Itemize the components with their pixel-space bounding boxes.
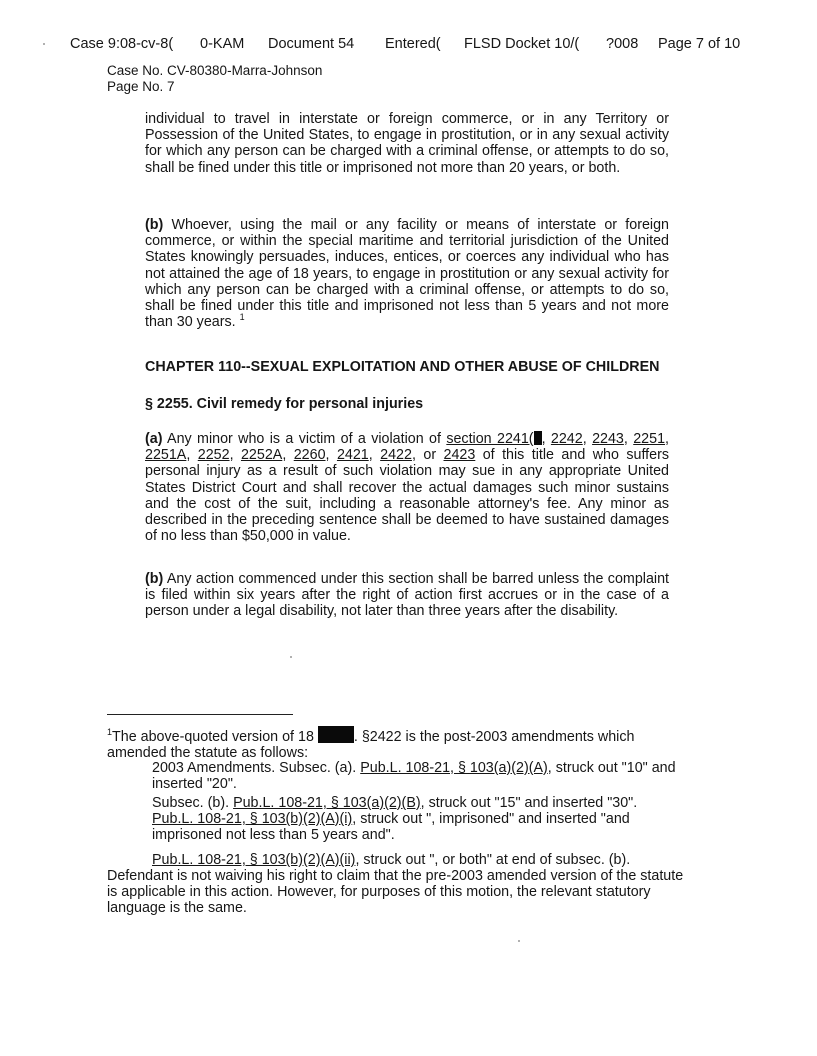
- link-2242[interactable]: 2242: [550, 431, 583, 447]
- footnote-intro: [107, 726, 682, 761]
- header-year: ?008: [606, 36, 639, 52]
- header-document: Document 54: [268, 36, 355, 52]
- paragraph-b-text: Whoever, using the mail or any facility or means of interstate or foreign commerce, or within the special maritime and territorial jurisdiction of the United States knowingly persuades, induces, entices, or coerces any individual who has not attained the age of 18 years, to engage in prostitution or any sexual activity for which any person can be charged with a criminal offense, or attempts to do so, shall be fined under this title and imprisoned not less than 5 years and not more than 30 years.: [145, 217, 669, 331]
- header-page: Page 7 of 10: [658, 36, 741, 52]
- amend-4-tail: , struck out ", or both" at end of subsec. (b).: [355, 852, 631, 868]
- link-2423[interactable]: 2423: [443, 447, 476, 464]
- footnote-amendments-b: [152, 795, 696, 843]
- statute-paragraph-b: [145, 217, 669, 330]
- link-2243[interactable]: 2243: [592, 431, 624, 447]
- section-b-text: Any action commenced under this section shall be barred unless the complaint is filed within six years after the right of action first accrues or in the case of a person under a legal disability, not later than three years after the disability.: [145, 571, 669, 620]
- section-heading: § 2255. Civil remedy for personal injuries: [145, 396, 424, 412]
- link-pub-l-103a2A[interactable]: Pub.L. 108-21, § 103(a)(2)(A): [360, 760, 548, 776]
- footnote-separator: [107, 714, 293, 715]
- section-a-text-3: of this title and who suffers personal injury as a result of such violation may sue in any appropriate United States District Court and shall recover the actual damages such minor sustains and the cost of the suit, including a reasonable attorney's fee. Any minor as described in the preceding sentence shall be deemed to have sustained damages of no less than $50,000 in value.: [145, 447, 669, 545]
- footnote-amendment-4: [152, 852, 696, 868]
- link-2252[interactable]: 2252: [197, 447, 230, 464]
- link-2251A[interactable]: 2251A: [145, 447, 187, 464]
- link-2252A[interactable]: 2252A: [240, 447, 283, 464]
- link-pub-l-103a2B[interactable]: Pub.L. 108-21, § 103(a)(2)(B): [233, 795, 421, 811]
- separator-or: , or: [411, 447, 444, 464]
- section-a-label: (a): [145, 431, 163, 447]
- statute-paragraph-a: [145, 111, 669, 176]
- case-number: Case No. CV-80380-Marra-Johnson: [107, 63, 323, 78]
- section-2255-a: (a) Any minor who is a victim of a violation of section 2241( , 2242, 2243, 2251, 2251A, 2252, 2252A, 2260, 2421, 2422, or 2423 of this title and who suffers personal injury as a result of such violation may sue in any appropriate United States District Court and shall recover the actual damages such minor sustains and the cost of the suit, including a reasonable attorney's fee. Any minor as described in the preceding sentence shall be deemed to have sustained damages of no less than $50,000 in value.: [145, 431, 670, 545]
- section-a-text-1: Any minor who is a victim of a violation of: [162, 431, 447, 447]
- paragraph-a-text: individual to travel in interstate or foreign commerce, or in any Territory or Possession of the United States, to engage in prostitution, or in any sexual activity for which any person can be charged with a criminal offense, or attempts to do so, shall be fined under this title or imprisoned not more than 20 years, or both.: [145, 111, 669, 176]
- link-2260[interactable]: 2260: [293, 447, 326, 464]
- amend-2-text: Subsec. (b).: [152, 795, 234, 811]
- link-pub-l-103b2Ai[interactable]: Pub.L. 108-21, § 103(b)(2)(A)(i): [152, 811, 353, 827]
- footnote-intro-1: The above-quoted version of 18: [112, 729, 318, 745]
- footnote-amendments: [152, 760, 696, 792]
- footnote-reference: 1: [239, 312, 245, 323]
- section-2255-b: [145, 571, 669, 620]
- header-case: Case 9:08-cv-8(: [70, 36, 174, 52]
- page-number: Page No. 7: [107, 79, 175, 94]
- footnote-marker: 1: [107, 727, 113, 737]
- header-docket: FLSD Docket 10/(: [464, 36, 580, 52]
- redaction-block: [534, 431, 542, 445]
- chapter-heading: CHAPTER 110--SEXUAL EXPLOITATION AND OTHER ABUSE OF CHILDREN: [145, 359, 660, 375]
- scan-speck: [290, 656, 292, 658]
- amend-1-text: 2003 Amendments. Subsec. (a).: [152, 760, 361, 776]
- footnote-intro-2: . §2422 is the post-2003 amendments which amended the statute as follows:: [107, 729, 635, 761]
- link-section-2241[interactable]: section 2241(: [446, 431, 534, 447]
- separator: ,: [541, 431, 551, 447]
- link-2422[interactable]: 2422: [380, 447, 412, 464]
- amend-1-tail: , struck out "10" and inserted "20".: [152, 760, 676, 792]
- link-pub-l-103b2Aii[interactable]: Pub.L. 108-21, § 103(b)(2)(A)(ii): [152, 852, 356, 868]
- header-judge: 0-KAM: [200, 36, 245, 52]
- header-entered: Entered(: [385, 36, 441, 52]
- scan-speck: [518, 940, 520, 942]
- footnote-closing: Defendant is not waiving his right to claim that the pre-2003 amended version of the statute is applicable in this action. However, for purposes of this motion, the relevant statutory language is the same.: [107, 868, 684, 916]
- link-2251[interactable]: 2251: [633, 431, 666, 447]
- paragraph-b-label: (b): [145, 217, 164, 233]
- amend-3-tail: , struck out ", imprisoned" and inserted "and imprisoned not less than 5 years and".: [152, 811, 630, 843]
- footnote-redaction: [318, 726, 354, 743]
- link-2421[interactable]: 2421: [336, 447, 369, 464]
- section-b-label: (b): [145, 571, 164, 587]
- amend-2-tail: , struck out "15" and inserted "30".: [420, 795, 638, 811]
- scan-speck: [43, 43, 45, 45]
